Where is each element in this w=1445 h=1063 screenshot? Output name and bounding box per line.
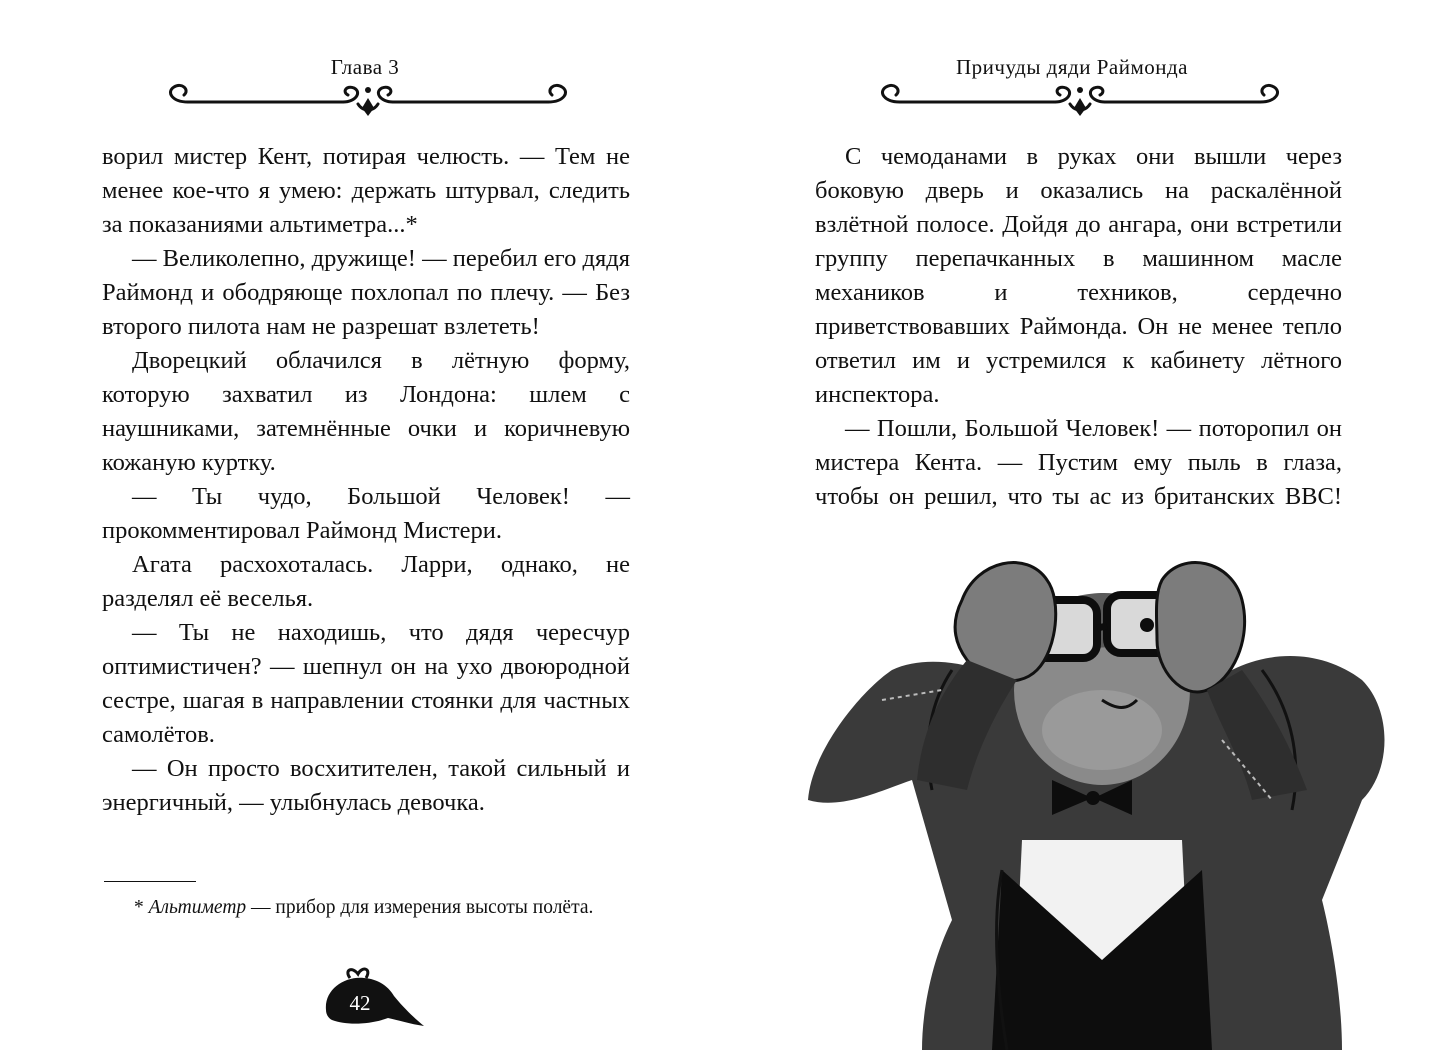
right-page-body [815, 140, 1342, 514]
paragraph: — Пошли, Большой Человек! — поторопил он мистера Кента. — Пустим ему пыль в глаза, чтобы он решил, что ты ас из британских ВВС! [815, 415, 1342, 510]
footnote-term: Альтиметр [148, 897, 247, 918]
paragraph: ворил мистер Кент, потирая челюсть. — Тем не менее кое-что я умею: держать штурвал, следить за показаниями альтиметра...* [102, 143, 630, 238]
scroll-ornament-icon [158, 82, 578, 118]
footnote-definition: — прибор для измерения высоты полёта. [246, 897, 594, 918]
paragraph: — Он просто восхитителен, такой сильный и энергичный, — улыбнулась девочка. [102, 755, 630, 816]
left-page-body [102, 140, 630, 820]
paragraph: С чемоданами в руках они вышли через боковую дверь и оказались на раскалённой взлётной полосе. Дойдя до ангара, они встретили группу перепачканных в машинном масле механиков и техников, сердечно приветствовавших Раймонда. Он не менее тепло ответил им и устремился к кабинету лётного инспектора. [815, 143, 1342, 408]
paragraph: — Великолепно, дружище! — перебил его дядя Раймонд и ободряюще похлопал по плечу. — Без второго пилота нам не разрешат взлететь! [102, 245, 630, 340]
paragraph: Дворецкий облачился в лётную форму, которую захватил из Лондона: шлем с наушниками, затемнённые очки и коричневую кожаную куртку. [102, 347, 630, 476]
footnote [104, 893, 632, 922]
butler-with-goggles-illustration [802, 540, 1402, 1050]
scroll-ornament-icon [870, 82, 1290, 118]
running-head-title: Причуды дяди Раймонда [956, 55, 1188, 79]
paragraph: Агата расхохоталась. Ларри, однако, не разделял её веселья. [102, 551, 630, 612]
paragraph: — Ты чудо, Большой Человек! — прокомментировал Раймонд Мистери. [102, 483, 630, 544]
running-head-chapter: Глава 3 [330, 55, 400, 79]
footnote-marker: * [134, 897, 144, 918]
right-page [722, 0, 1445, 1063]
footnote-divider [104, 881, 196, 882]
left-page [0, 0, 722, 1063]
paragraph: — Ты не находишь, что дядя чересчур оптимистичен? — шепнул он на ухо двоюродной сестре, шагая в направлении стоянки для частных самолётов. [102, 619, 630, 748]
page-number: 42 [349, 991, 371, 1015]
